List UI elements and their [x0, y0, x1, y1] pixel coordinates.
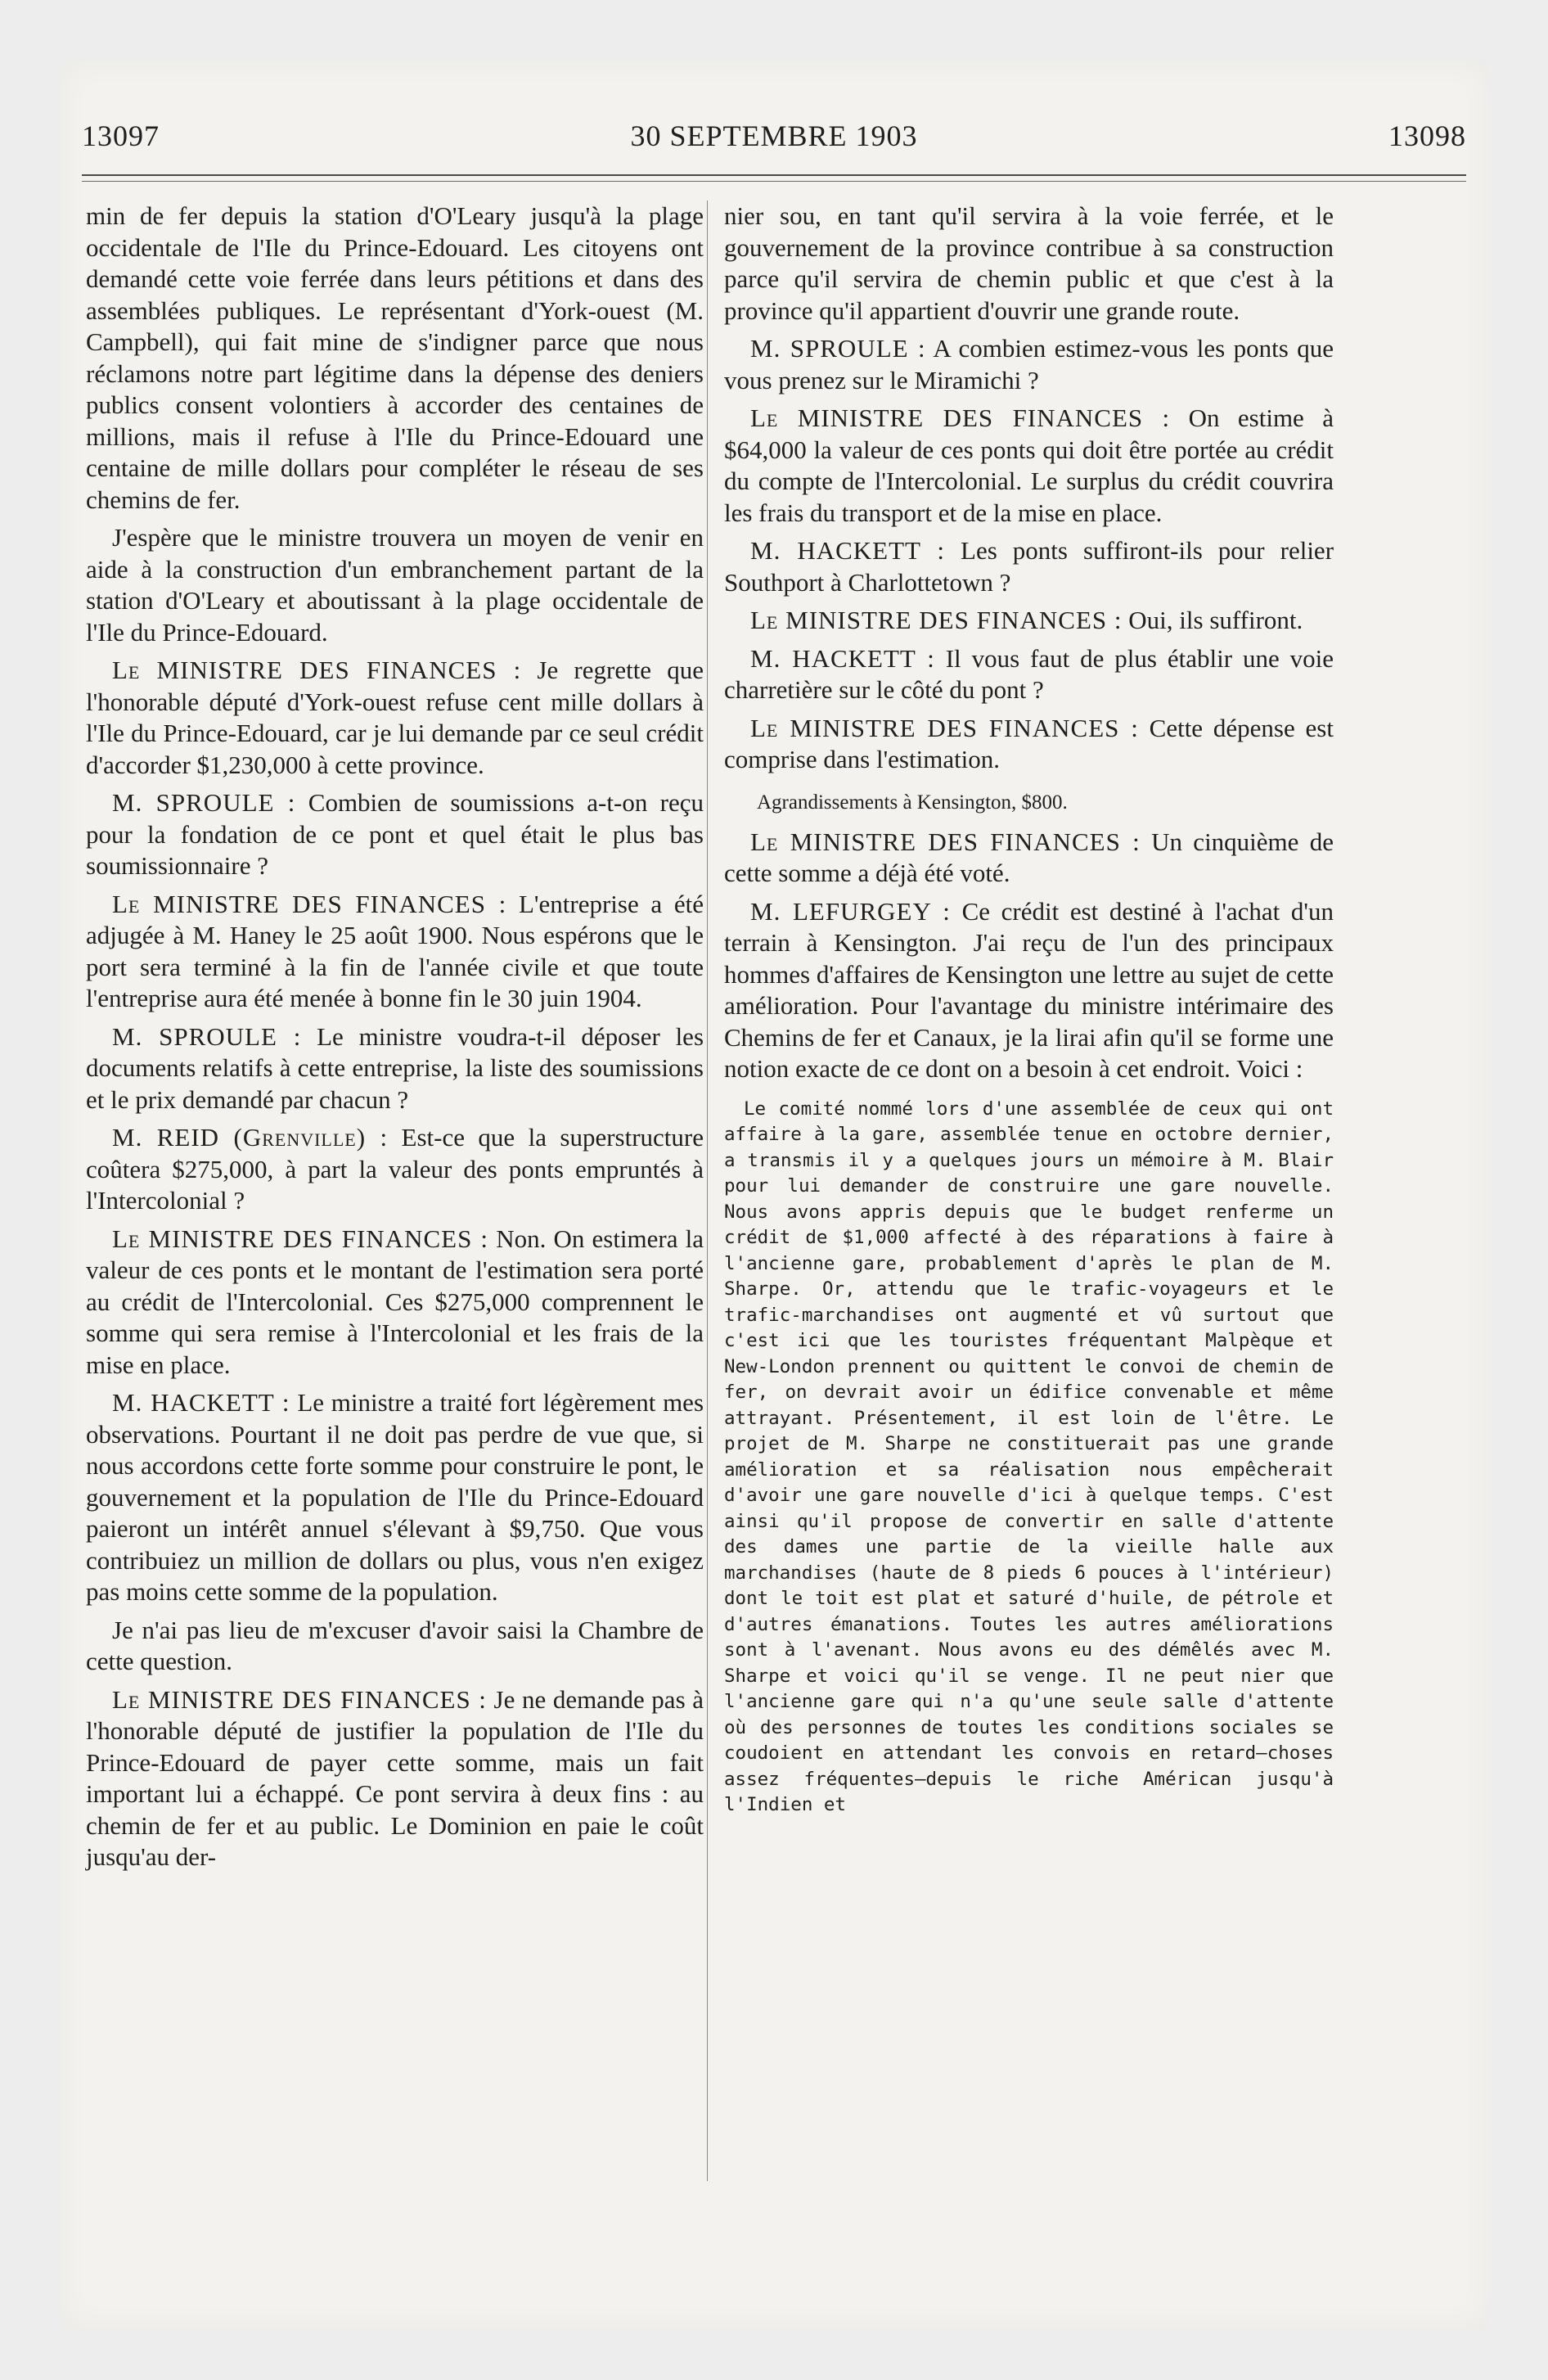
- paragraph-text: Oui, ils suffiront.: [1128, 606, 1303, 634]
- paragraph: [86, 1387, 704, 1608]
- speaker-name: M. SPROULE :: [112, 788, 296, 817]
- paragraph: [724, 713, 1334, 776]
- paragraph-text: Cette dépense est comprise dans l'estimation.: [724, 713, 1334, 773]
- paragraph-text: Je n'ai pas lieu de m'excuser d'avoir saisi la Chambre de cette question.: [86, 1615, 704, 1675]
- paragraph: [86, 522, 704, 648]
- paragraph: [86, 1122, 704, 1217]
- paragraph-text: Non. On estimera la valeur de ces ponts et le montant de l'estimation sera porté au crédit de l'Intercolonial. Ces $275,000 comprennent le somme qui sera remise à l'Intercolonial et les frais de la mise en place.: [86, 1224, 704, 1379]
- speaker-name: Le MINISTRE DES FINANCES :: [750, 713, 1139, 742]
- paragraph-text: Je regrette que l'honorable député d'York-ouest refuse cent mille dollars à l'Ile du Prince-Edouard, car je lui demande par ce seul crédit d'accorder $1,230,000 à cette province.: [86, 656, 704, 779]
- page-number-right: 13098: [1388, 119, 1466, 152]
- speaker-name: Le MINISTRE DES FINANCES :: [750, 827, 1141, 856]
- speaker-name: M. REID (Grenville) :: [112, 1123, 389, 1152]
- continued-paragraph: min de fer depuis la station d'O'Leary jusqu'à la plage occidentale de l'Ile du Prince-Edouard. Les citoyens ont demandé cette voie ferrée dans leurs pétitions et dans des assemblées publiques. Le représentant d'York-ouest (M. Campbell), qui fait mine de s'indigner parce que nous réclamons notre part légitime dans la dépense des deniers publics consent volontiers à accorder des centaines de millions, mais il refuse à l'Ile du Prince-Edouard une centaine de mille dollars pour compléter le réseau de ses chemins de fer.: [86, 201, 704, 514]
- speaker-name: Le MINISTRE DES FINANCES :: [750, 403, 1171, 432]
- paragraph: [86, 1615, 704, 1678]
- paragraph: [724, 403, 1334, 529]
- speaker-name: M. SPROULE :: [112, 1021, 302, 1051]
- paragraph-text: L'entreprise a été adjugée à M. Haney le 25 août 1900. Nous espérons que le port sera terminé à la fin de l'année civile et que toute l'entreprise aura été menée à bonne fin le 30 juin 1904.: [86, 889, 704, 1012]
- page-number-left: 13097: [82, 119, 160, 152]
- paragraph: [724, 605, 1334, 637]
- header-rule-secondary: [82, 181, 1466, 182]
- speaker-name: M. HACKETT :: [112, 1388, 290, 1417]
- paragraph: [86, 889, 704, 1015]
- paragraph-text: Un cinquième de cette somme a déjà été voté.: [724, 827, 1334, 887]
- paragraph-text: A combien estimez-vous les ponts que vous prenez sur le Miramichi ?: [724, 334, 1334, 394]
- paragraph-text: Le ministre voudra-t-il déposer les documents relatifs à cette entreprise, la liste des soumissions et le prix demandé par chacun ?: [86, 1021, 704, 1114]
- page-header: [82, 119, 1466, 168]
- paragraph: [724, 896, 1334, 1085]
- paragraph-text: Ce crédit est destiné à l'achat d'un terrain à Kensington. J'ai reçu de l'un des principaux hommes d'affaires de Kensington une lettre au sujet de cette amélioration. Pour l'avantage du ministre intérimaire des Chemins de fer et Canaux, je la lirai afin qu'il se forme une notion exacte de ce dont on a besoin à cet endroit. Voici :: [724, 896, 1334, 1083]
- speaker-name: M. HACKETT :: [750, 643, 935, 673]
- speaker-name: Le MINISTRE DES FINANCES :: [112, 1684, 487, 1714]
- paragraph-text: Je ne demande pas à l'honorable député de justifier la population de l'Ile du Prince-Edouard de payer cette somme, mais un fait important lui a échappé. Ce pont servira à deux fins : au chemin de fer et au public. Le Dominion en paie le coût jusqu'au der-: [86, 1684, 704, 1871]
- paragraph: [724, 535, 1334, 598]
- paragraph: [724, 827, 1334, 890]
- speaker-name: Le MINISTRE DES FINANCES :: [112, 1224, 489, 1253]
- paragraph-text: Il vous faut de plus établir une voie charretière sur le côté du pont ?: [724, 643, 1334, 704]
- continued-paragraph: nier sou, en tant qu'il servira à la voie ferrée, et le gouvernement de la province contribue à sa construction parce qu'il servira de chemin public et que c'est à la province qu'il appartient d'ouvrir une grande route.: [724, 201, 1334, 325]
- speaker-name: M. SPROULE :: [750, 334, 926, 363]
- speaker-name: M. LEFURGEY :: [750, 896, 951, 926]
- paragraph-text: On estime à $64,000 la valeur de ces ponts qui doit être portée au crédit du compte de l'Intercolonial. Le surplus du crédit couvrira les frais du transport et de la mise en place.: [724, 403, 1334, 527]
- paragraph: [86, 787, 704, 882]
- left-column: [86, 201, 704, 1880]
- paragraph: [724, 643, 1334, 706]
- paragraph: [86, 1021, 704, 1116]
- paragraph-text: Le ministre a traité fort légèrement mes observations. Pourtant il ne doit pas perdre de vue que, si nous accordons cette forte somme pour construire le pont, le gouvernement et la population de l'Ile du Prince-Edouard paieront un intérêt annuel s'élevant à $9,750. Que vous contribuiez un million de dollars ou plus, vous n'en exigez pas moins cette somme de la population.: [86, 1388, 704, 1606]
- header-rule: [82, 174, 1466, 176]
- speaker-name: Le MINISTRE DES FINANCES :: [112, 889, 507, 918]
- speaker-name: Le MINISTRE DES FINANCES :: [750, 606, 1123, 634]
- paragraph-text: Est-ce que la superstructure coûtera $275,000, à part la valeur des ponts empruntés à l'Intercolonial ?: [86, 1123, 704, 1215]
- paragraph: [86, 1684, 704, 1873]
- paragraph-text: Les ponts suffiront-ils pour relier Southport à Charlottetown ?: [724, 536, 1334, 597]
- speaker-name: Le MINISTRE DES FINANCES :: [112, 656, 522, 684]
- paragraph-text: Combien de soumissions a-t-on reçu pour la fondation de ce pont et quel était le plus bas soumissionnaire ?: [86, 788, 704, 880]
- section-heading: Agrandissements à Kensington, $800.: [757, 791, 1068, 814]
- paragraph-text: J'espère que le ministre trouvera un moyen de venir en aide à la construction d'un embranchement partant de la station d'O'Leary et aboutissant à la plage occidentale de l'Ile du Prince-Edouard.: [86, 523, 704, 647]
- quoted-letter: Le comité nommé lors d'une assemblée de ceux qui ont affaire à la gare, assemblée tenue en octobre dernier, a transmis il y a quelques jours un mémoire à M. Blair pour lui demander de construire une gare nouvelle. Nous avons appris depuis que le budget renferme un crédit de $1,000 affecté à des réparations à faire à l'ancienne gare, probablement d'après le plan de M. Sharpe. Or, attendu que le trafic-voyageurs et le trafic-marchandises ont augmenté et vû surtout que c'est ici que les touristes fréquentant Malpèque et New-London prennent ou quittent le convoi de chemin de fer, on devrait avoir un édifice convenable et même attrayant. Présentement, il est loin de l'être. Le projet de M. Sharpe ne constituerait pas une grande amélioration et sa réalisation nous empêcherait d'avoir une gare nouvelle d'ici à quelque temps. C'est ainsi qu'il propose de convertir en salle d'attente des dames une partie de la vieille halle aux marchandises (haute de 8 pieds 6 pouces à l'intérieur) dont le toit est plat et saturé d'huile, de pétrole et d'autres émanations. Toutes les autres améliorations sont à l'avenant. Nous avons eu des démêlés avec M. Sharpe et voici qu'il se venge. Il ne peut nier que l'ancienne gare qui n'a qu'une seule salle d'attente où des personnes de toutes les conditions sociales se coudoient en attendant les convois en retard—choses assez fréquentes—depuis le riche Américan jusqu'à l'Indien et: [724, 1098, 1334, 1815]
- column-divider: [707, 201, 708, 2181]
- speaker-name: M. HACKETT :: [750, 536, 946, 565]
- paragraph: [724, 333, 1334, 396]
- paragraph: [86, 1224, 704, 1382]
- right-column: [724, 201, 1334, 1819]
- page-date: 30 SEPTEMBRE 1903: [630, 119, 918, 152]
- paragraph: [86, 655, 704, 781]
